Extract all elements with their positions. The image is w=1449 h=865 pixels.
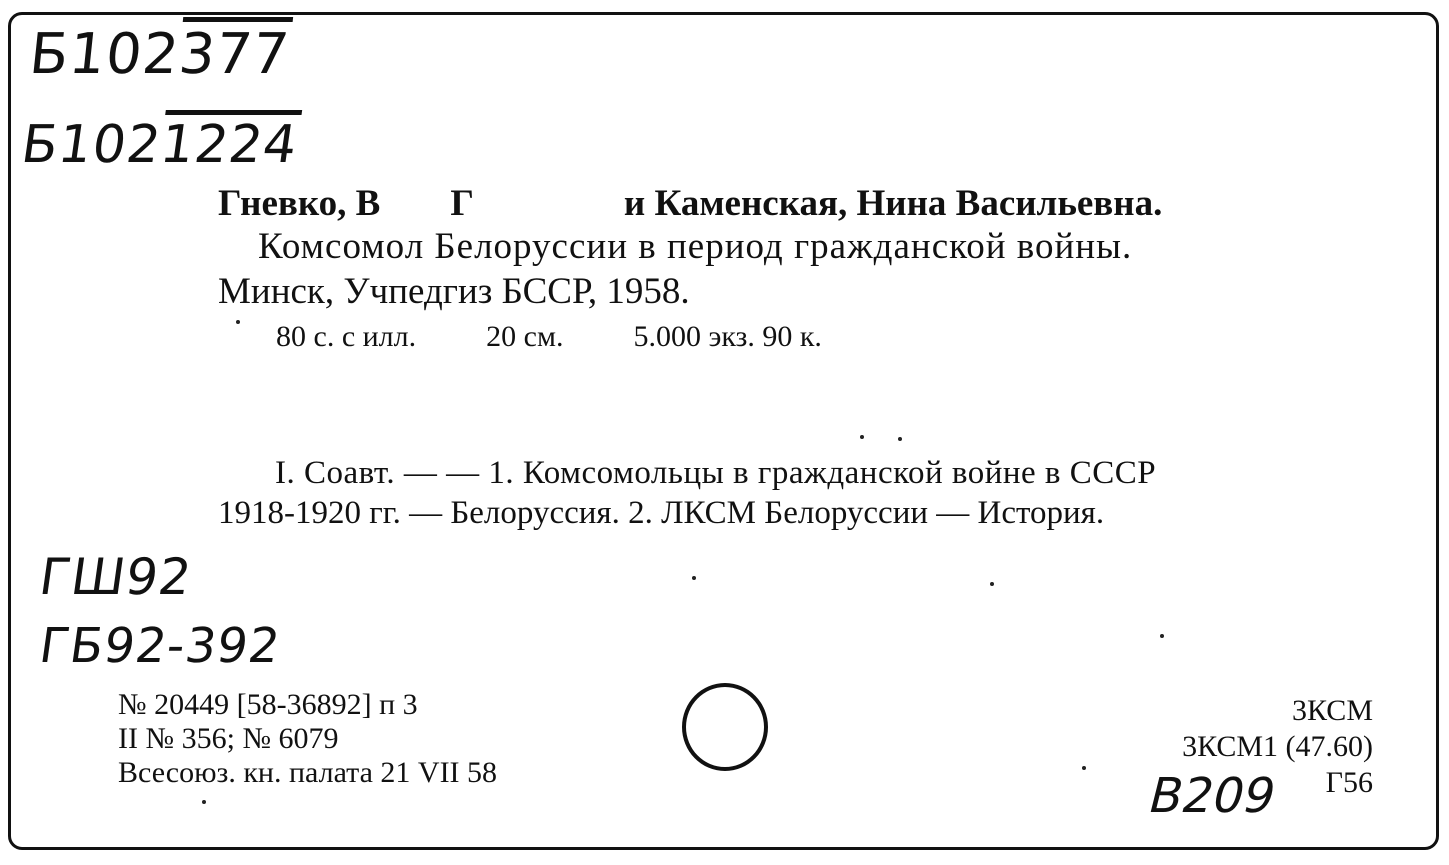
punch-hole [682, 683, 768, 771]
title-line-2: Минск, Учпедгиз БССР, 1958. [218, 271, 690, 312]
handwritten-shelfmark-1-number: 377 [175, 22, 293, 87]
title-line-1: Комсомол Белоруссии в период гражданской войны. [258, 226, 1133, 267]
handwritten-shelfmark-1: Б102377 [26, 22, 293, 87]
collation-size: 20 см. [486, 320, 564, 353]
handwritten-shelfmark-2: Б1021224 [17, 115, 302, 175]
handwritten-code-4: ГБ92-392 [36, 618, 285, 674]
collation-copies: 5.000 экз. 90 к. [633, 320, 822, 353]
speck [236, 320, 240, 324]
chamber-imprint: Всесоюз. кн. палата 21 VII 58 [118, 756, 498, 789]
registry-number: № 20449 [58-36892] п 3 [118, 688, 418, 721]
speck [202, 800, 206, 804]
tracings-line-2: 1918-1920 гг. — Белоруссия. 2. ЛКСМ Белоруссии — История. [218, 495, 1105, 531]
speck [860, 435, 864, 439]
speck [990, 582, 994, 586]
speck [1082, 766, 1086, 770]
handwritten-code-3: ГШ92 [35, 548, 196, 606]
tracings-line-1: I. Соавт. — — 1. Комсомольцы в гражданской войне в СССР [275, 455, 1157, 491]
speck [692, 576, 696, 580]
collation [276, 320, 892, 354]
speck [898, 437, 902, 441]
handwritten-code-5: В209 [1143, 768, 1282, 824]
class-code-2: 3КСМ1 (47.60) [1182, 730, 1373, 763]
author-heading: Гневко, В Г и Каменская, Нина Васильевна. [218, 183, 1163, 224]
author-mark: Г56 [1325, 766, 1373, 799]
speck [1160, 634, 1164, 638]
handwritten-shelfmark-2-number: 1224 [156, 115, 302, 175]
registry-number-2: II № 356; № 6079 [118, 722, 339, 755]
class-code-1: 3КСМ [1292, 694, 1373, 727]
collation-pages: 80 с. с илл. [276, 320, 417, 353]
